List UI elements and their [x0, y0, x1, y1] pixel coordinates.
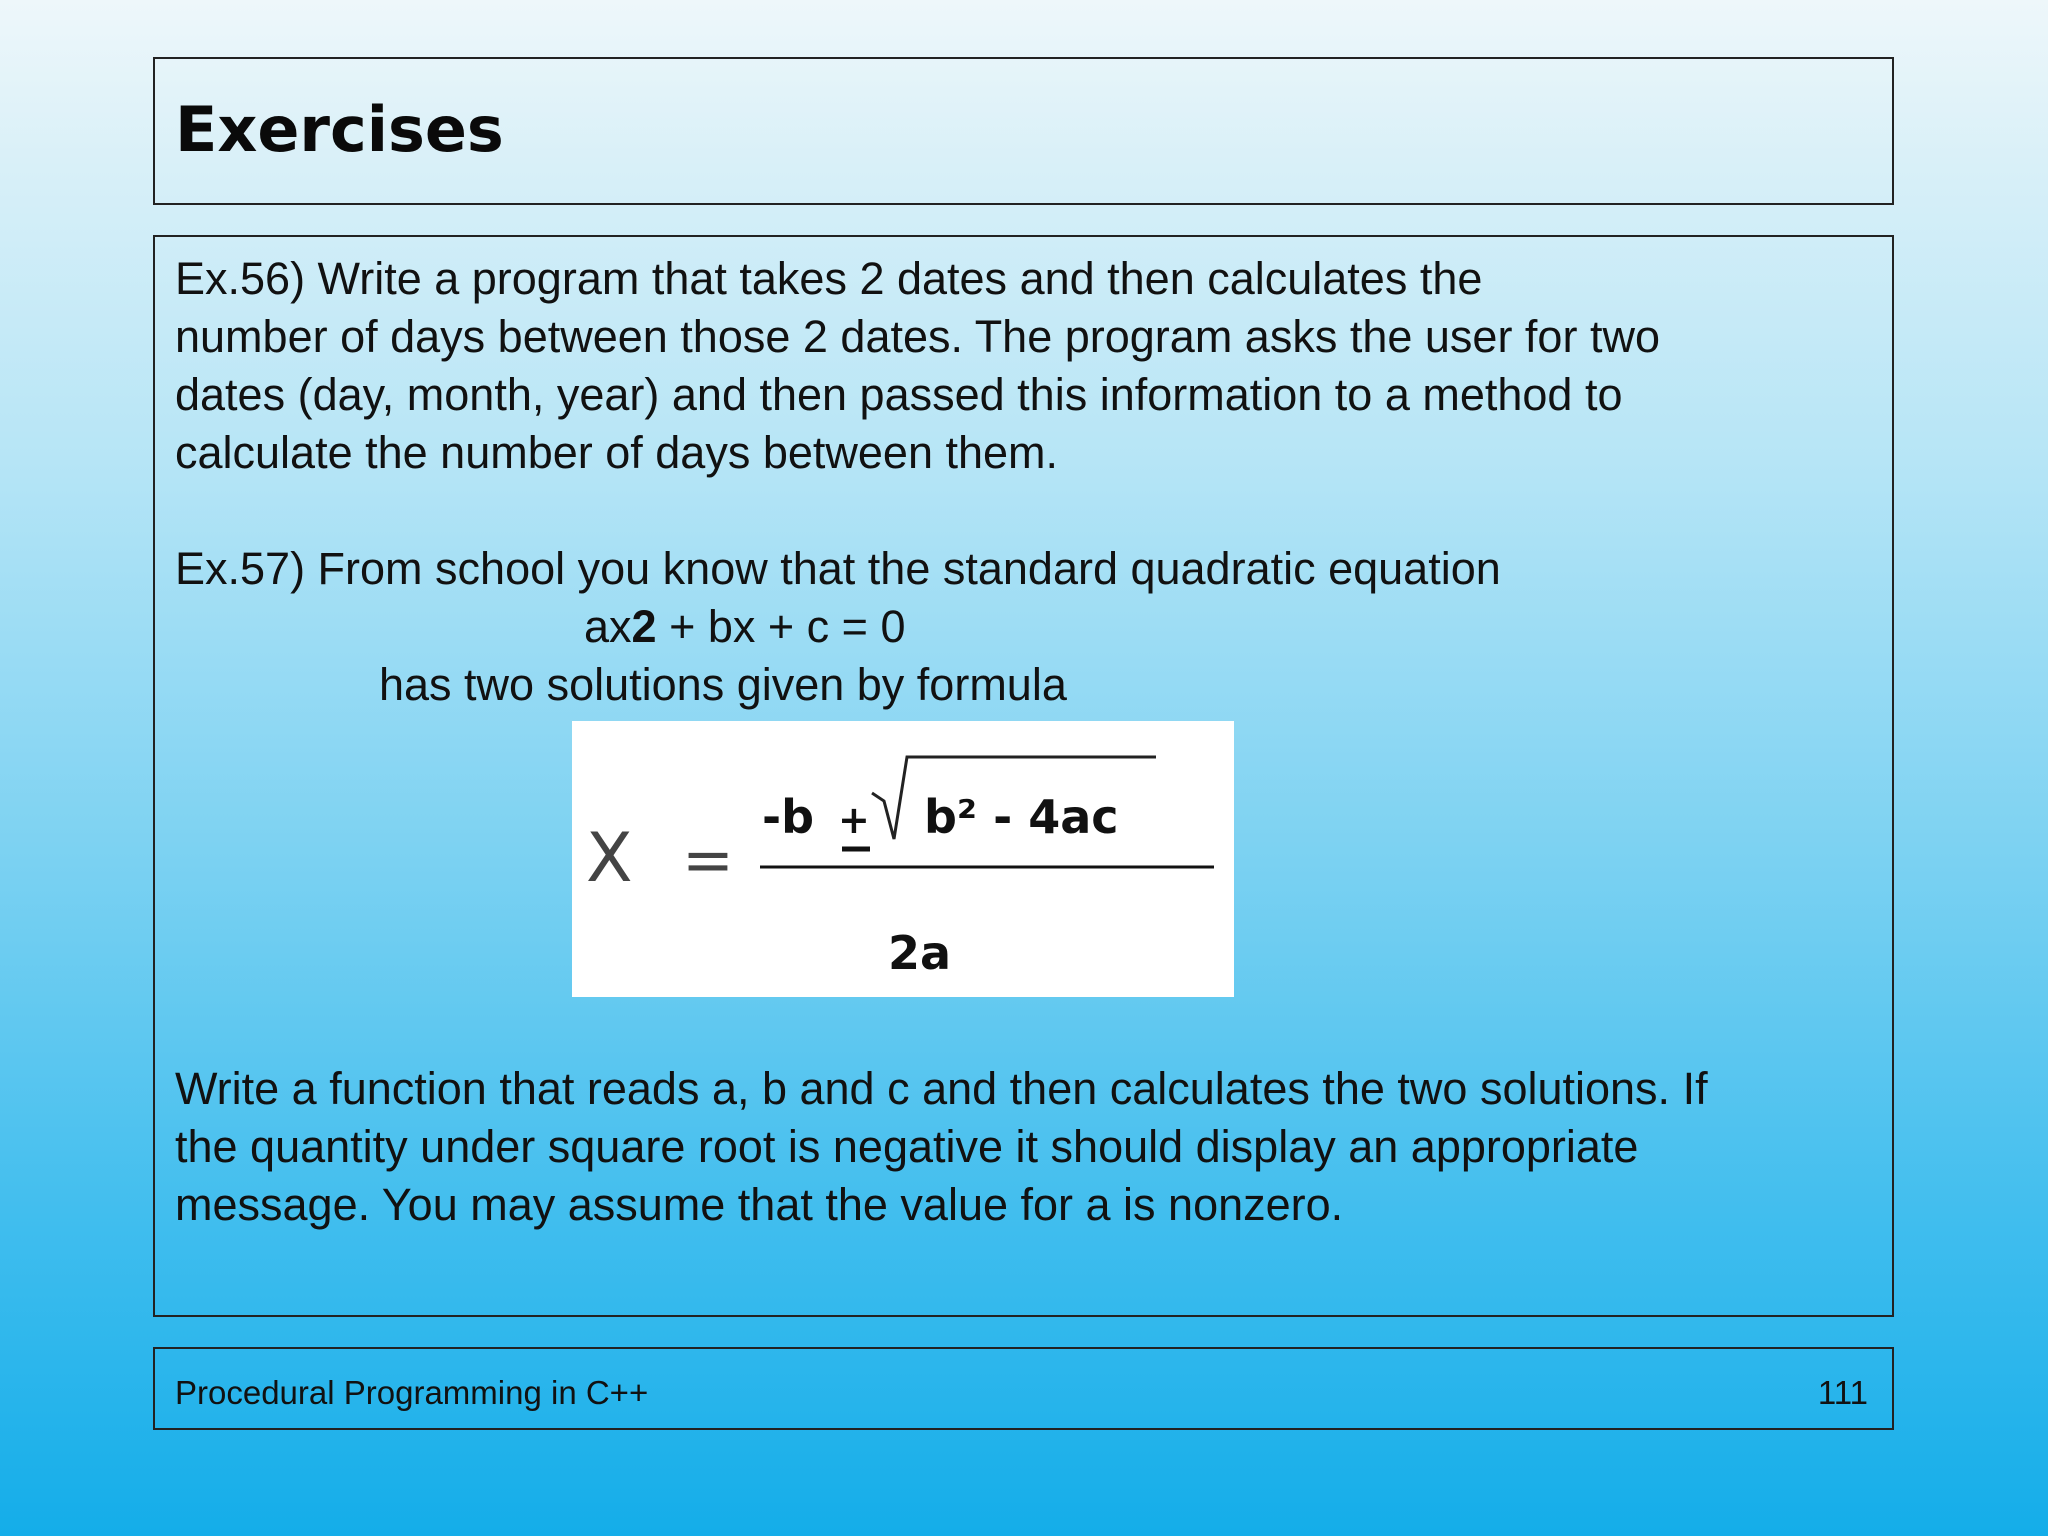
- formula-equals: =: [682, 823, 734, 896]
- solutions-line: has two solutions given by formula: [379, 659, 1067, 710]
- ex57-task-line-3: message. You may assume that the value for a is nonzero.: [175, 1179, 1344, 1230]
- footer-course-title: Procedural Programming in C++: [175, 1374, 649, 1411]
- formula-under-root: b² - 4ac: [924, 790, 1119, 844]
- ex56-line-2: number of days between those 2 dates. The program asks the user for two: [175, 311, 1660, 362]
- ex56-line-4: calculate the number of days between them.: [175, 427, 1059, 478]
- equation-exponent: 2: [631, 601, 657, 652]
- quadratic-equation: [584, 598, 905, 656]
- ex57-task-line-2: the quantity under square root is negative it should display an appropriate: [175, 1121, 1639, 1172]
- quadratic-formula-image: [572, 721, 1234, 997]
- equation-rest: + bx + c = 0: [656, 601, 906, 652]
- slide-title: Exercises: [175, 93, 504, 166]
- formula-x: X: [586, 819, 633, 898]
- ex56-line-1: Ex.56) Write a program that takes 2 dates and then calculates the: [175, 253, 1483, 304]
- equation-ax: ax: [584, 601, 632, 652]
- footer-box: [153, 1347, 1894, 1430]
- ex57-intro: Ex.57) From school you know that the standard quadratic equation: [175, 543, 1501, 594]
- formula-plus-minus: +: [838, 798, 870, 842]
- ex56-line-3: dates (day, month, year) and then passed this information to a method to: [175, 369, 1623, 420]
- title-box: [153, 57, 1894, 205]
- formula-neg-b: -b: [762, 790, 815, 844]
- quadratic-formula-svg: [572, 721, 1234, 997]
- content-box: [153, 235, 1894, 1317]
- formula-denominator: 2a: [888, 926, 952, 980]
- page-number: 111: [1817, 1374, 1868, 1411]
- ex57-task-line-1: Write a function that reads a, b and c and then calculates the two solutions. If: [175, 1063, 1708, 1114]
